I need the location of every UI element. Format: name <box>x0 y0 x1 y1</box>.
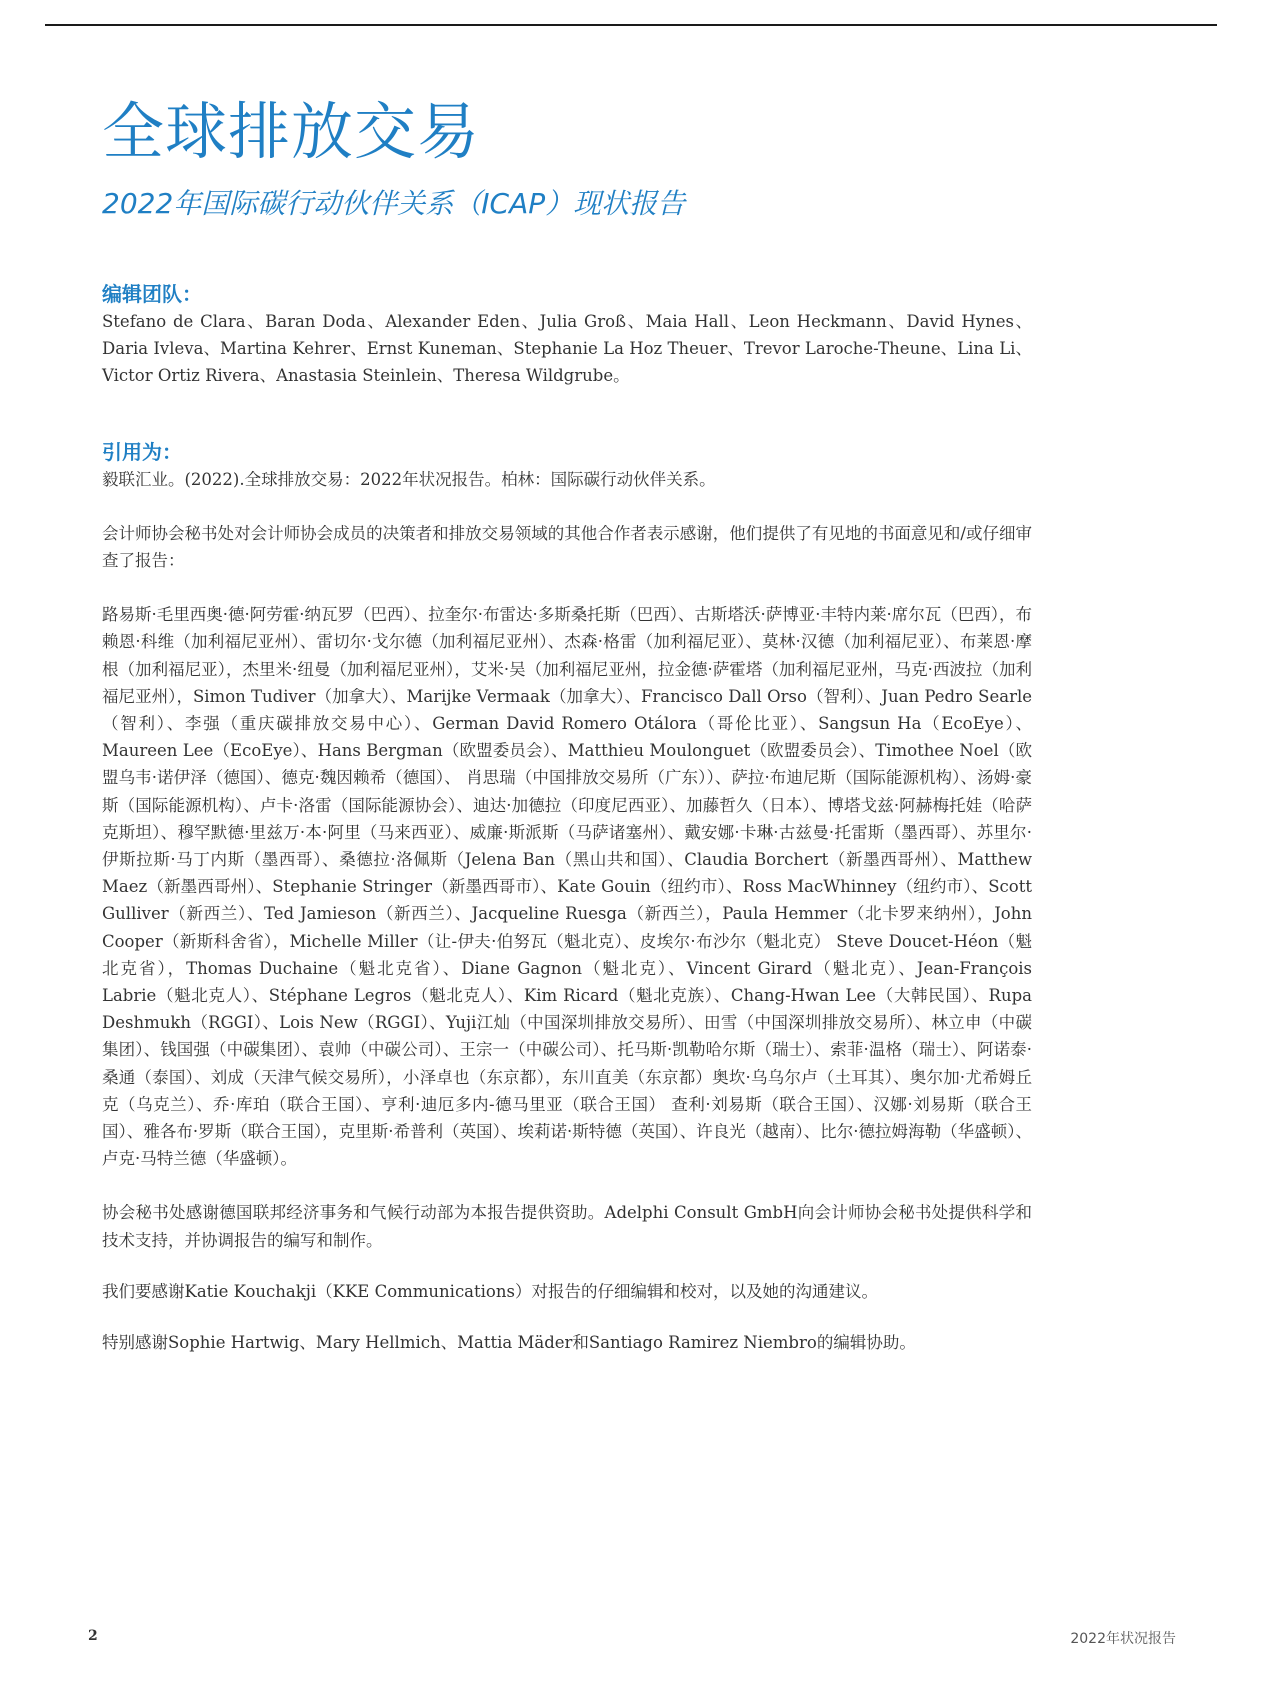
document-body <box>102 280 1032 1356</box>
editing-paragraph: 我们要感谢Katie Kouchakji（KKE Communications）对报告的仔细编辑和校对，以及她的沟通建议。 <box>102 1281 878 1301</box>
reviewers-list: 路易斯·毛里西奥·德·阿劳霍·纳瓦罗（巴西）、拉奎尔·布雷达·多斯桑托斯（巴西）、古斯塔沃·萨博亚·丰特内莱·席尔瓦（巴西），布赖恩·科维（加利福尼亚州）、雷切尔·戈尔德（加利福尼亚州）、杰森·格雷（加利福尼亚）、莫林·汉德（加利福尼亚）、布莱恩·摩根（加利福尼亚），杰里米·纽曼（加利福尼亚州），艾米·吴（加利福尼亚州，拉金德·萨霍塔（加利福尼亚州，马克·西波拉（加利福尼亚州），Simon Tudiver（加拿大）、Marijke Vermaak（加拿大）、Francisco Dall Orso（智利）、Juan Pedro Searle（智利）、李强（重庆碳排放交易中心）、German David Romero Otálora（哥伦比亚）、Sangsun Ha（EcoEye）、Maureen Lee（EcoEye）、Hans Bergman（欧盟委员会）、Matthieu Moulonguet（欧盟委员会）、Timothee Noel（欧盟乌韦·诺伊泽（德国）、德克·魏因赖希（德国）、 肖思瑞（中国排放交易所（广东））、萨拉·布迪尼斯（国际能源机构）、汤姆·豪斯（国际能源机构）、卢卡·洛雷（国际能源协会）、迪达·加德拉（印度尼西亚）、加藤哲久（日本）、博塔戈兹·阿赫梅托娃（哈萨克斯坦）、穆罕默德·里兹万·本·阿里（马来西亚）、威廉·斯派斯（马萨诸塞州）、戴安娜·卡琳·古兹曼·托雷斯（墨西哥）、苏里尔·伊斯拉斯·马丁内斯（墨西哥）、桑德拉·洛佩斯（Jelena Ban（黑山共和国）、Claudia Borchert（新墨西哥州）、Matthew Maez（新墨西哥州）、Stephanie Stringer（新墨西哥市）、Kate Gouin（纽约市）、Ross MacWhinney（纽约市）、Scott Gulliver（新西兰）、Ted Jamieson（新西兰）、Jacqueline Ruesga（新西兰），Paula Hemmer（北卡罗来纳州），John Cooper（新斯科舍省），Michelle Miller（让-伊夫·伯努瓦（魁北克）、皮埃尔·布沙尔（魁北克） Steve Doucet-Héon（魁北克省），Thomas Duchaine（魁北克省）、Diane Gagnon（魁北克）、Vincent Girard（魁北克）、Jean-François Labrie（魁北克人）、Stéphane Legros（魁北克人）、Kim Ricard（魁北克族）、Chang-Hwan Lee（大韩民国）、Rupa Deshmukh（RGGI）、Lois New（RGGI）、Yuji江灿（中国深圳排放交易所）、田雪（中国深圳排放交易所）、林立申（中碳集团）、钱国强（中碳集团）、袁帅（中碳公司）、王宗一（中碳公司）、托马斯·凯勒哈尔斯（瑞士）、索菲·温格（瑞士）、阿诺泰·桑通（泰国）、刘成（天津气候交易所），小泽卓也（东京都），东川直美（东京都）奥坎·乌乌尔卢（土耳其）、奥尔加·尤希姆丘克（乌克兰）、乔·库珀（联合王国）、亨利·迪厄多内-德马里亚（联合王国） 查利·刘易斯（联合王国）、汉娜·刘易斯（联合王国）、雅各布·罗斯（联合王国），克里斯·希普利（英国）、埃莉诺·斯特德（英国）、许良光（越南）、比尔·德拉姆海勒（华盛顿）、卢克·马特兰德（华盛顿）。 <box>102 605 1032 1169</box>
editorial-team-members: Stefano de Clara、Baran Doda、Alexander Eden、Julia Groß、Maia Hall、Leon Heckmann、David Hynes、Daria Ivleva、Martina Kehrer、Ernst Kuneman、Stephanie La Hoz Theuer、Trevor Laroche-Theune、Lina Li、Victor Ortiz Rivera、Anastasia Steinlein、Theresa Wildgrube。 <box>102 312 1032 386</box>
spacer <box>102 1305 1032 1329</box>
editorial-team-heading: 编辑团队： <box>102 282 202 306</box>
citation-heading: 引用为： <box>102 439 182 464</box>
funding-paragraph: 协会秘书处感谢德国联邦经济事务和气候行动部为本报告提供资助。Adelphi Consult GmbH向会计师协会秘书处提供科学和技术支持，并协调报告的编写和制作。 <box>102 1203 1032 1250</box>
spacer <box>102 390 1032 438</box>
spacer <box>102 493 1032 520</box>
footer-report-name: 2022年状况报告 <box>1070 1631 1176 1647</box>
spacer <box>102 574 1032 601</box>
acknowledgement-intro: 会计师协会秘书处对会计师协会成员的决策者和排放交易领域的其他合作者表示感谢，他们提供了有见地的书面意见和/或仔细审查了报告： <box>102 523 1032 571</box>
special-thanks-paragraph: 特别感谢Sophie Hartwig、Mary Hellmich、Mattia Mäder和Santiago Ramirez Niembro的编辑协助。 <box>102 1333 916 1353</box>
citation-text: 毅联汇业。(2022).全球排放交易：2022年状况报告。柏林：国际碳行动伙伴关系。 <box>102 469 716 489</box>
spacer <box>102 1172 1032 1199</box>
spacer <box>102 1254 1032 1278</box>
top-rule <box>45 24 1217 26</box>
page-title: 全球排放交易 <box>102 95 481 168</box>
page-number: 2 <box>88 1628 98 1644</box>
page-subtitle: 2022年国际碳行动伙伴关系（ICAP）现状报告 <box>102 187 686 220</box>
